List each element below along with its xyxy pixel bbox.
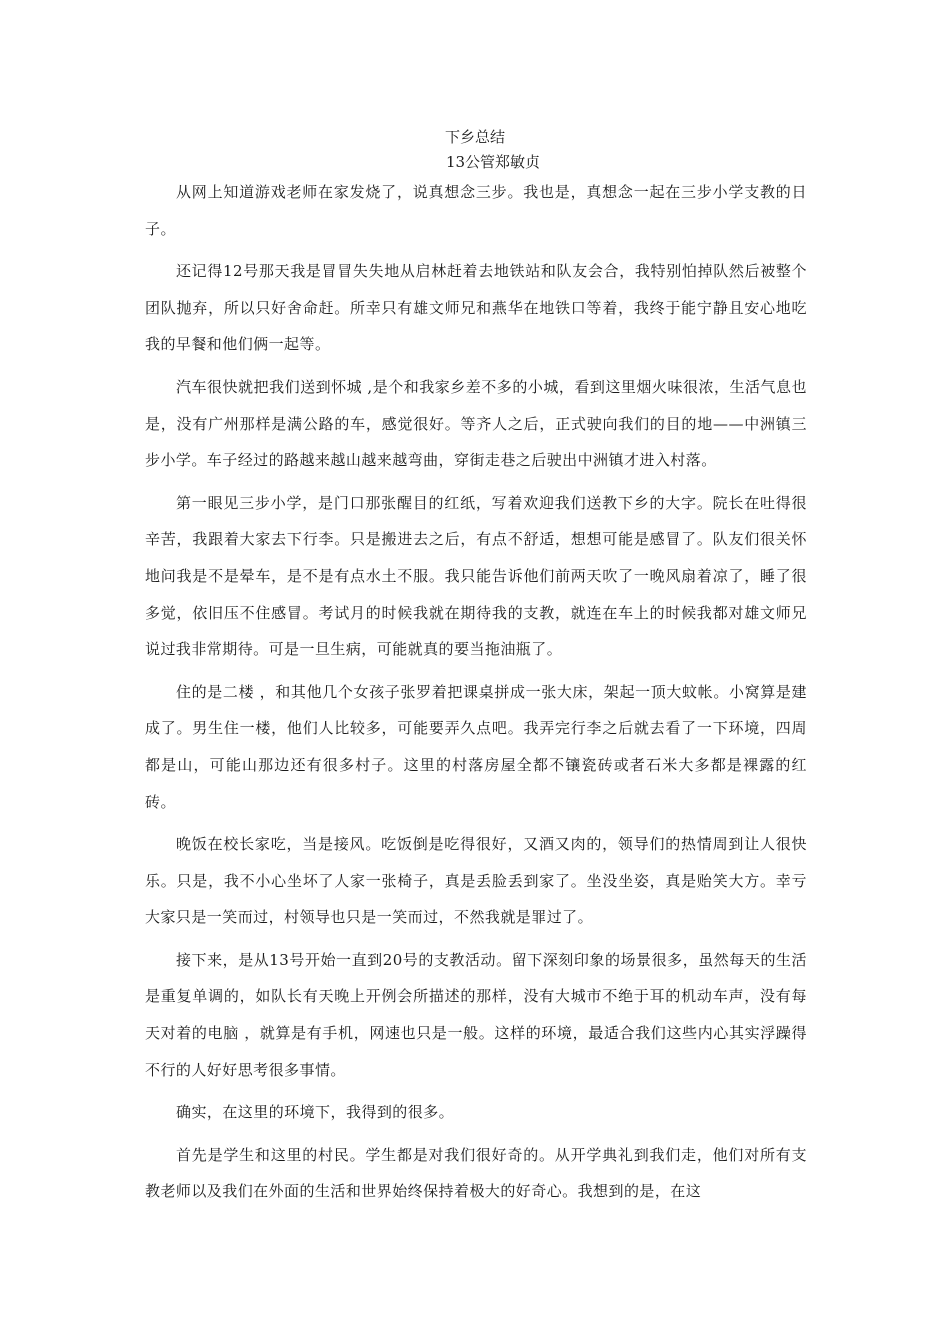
paragraph: 确实，在这里的环境下，我得到的很多。 [176,1103,455,1122]
paragraph: 汽车很快就把我们送到怀城 ,是个和我家乡差不多的小城，看到这里烟火味很浓，生活气息也是，没有广州那样是满公路的车，感觉很好。等齐人之后，正式驶向我们的目的地——中洲镇三步小学。车子经过的路越来越山越来越弯曲，穿街走巷之后驶出中洲镇才进入村落。 [145,377,807,470]
document-body [145,174,807,1216]
paragraph: 晚饭在校长家吃，当是接风。吃饭倒是吃得很好，又酒又肉的，领导们的热情周到让人很快乐。只是，我不小心坐坏了人家一张椅子，真是丢脸丢到家了。坐没坐姿，真是贻笑大方。幸亏大家只是一笑而过，村领导也只是一笑而过，不然我就是罪过了。 [145,835,807,927]
document-title: 下乡总结 [444,128,505,146]
paragraph: 住的是二楼 ，和其他几个女孩子张罗着把课桌拼成一张大床，架起一顶大蚊帐。小窝算是建成了。男生住一楼，他们人比较多，可能要弄久点吧。我弄完行李之后就去看了一下环境，四周都是山，可能山那边还有很多村子。这里的村落房屋全都不镶瓷砖或者石米大多都是裸露的红砖。 [145,682,807,811]
document-author: 13公管郑敏贞 [445,153,541,171]
paragraph: 第一眼见三步小学，是门口那张醒目的红纸，写着欢迎我们送教下乡的大字。院长在吐得很辛苦，我跟着大家去下行李。只是搬进去之后，有点不舒适，想想可能是感冒了。队友们很关怀地问我是不是晕车，是不是有点水土不服。我只能告诉他们前两天吹了一晚风扇着凉了，睡了很多觉，依旧压不住感冒。考试月的时候我就在期待我的支教，就连在车上的时候我都对雄文师兄说过我非常期待。可是一旦生病，可能就真的要当拖油瓶了。 [145,493,807,659]
paragraph: 从网上知道游戏老师在家发烧了，说真想念三步。我也是，真想念一起在三步小学支教的日子。 [145,183,807,238]
paragraph: 首先是学生和这里的村民。学生都是对我们很好奇的。从开学典礼到我们走，他们对所有支教老师以及我们在外面的生活和世界始终保持着极大的好奇心。我想到的是，在这 [145,1145,807,1201]
paragraph: 还记得12号那天我是冒冒失失地从启林赶着去地铁站和队友会合，我特别怕掉队然后被整个团队抛弃，所以只好舍命赶。所幸只有雄文师兄和燕华在地铁口等着，我终于能宁静且安心地吃我的早餐和他们俩一起等。 [145,262,807,354]
paragraph: 接下来，是从13号开始一直到20号的支教活动。留下深刻印象的场景很多，虽然每天的生活是重复单调的，如队长有天晚上开例会所描述的那样，没有大城市不绝于耳的机动车声，没有每天对着的电脑 ，就算是有手机，网速也只是一般。这样的环境，最适合我们这些内心其实浮躁得不行的人好好思考很多事情。 [145,950,807,1079]
